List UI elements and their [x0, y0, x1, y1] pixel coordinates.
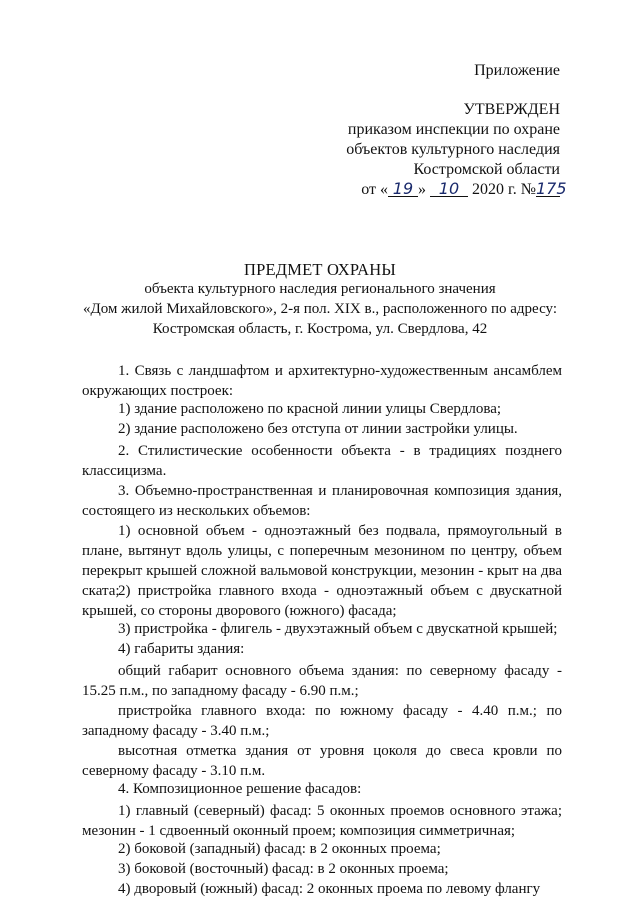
order-line-2: объектов культурного наследия	[346, 141, 560, 158]
order-line-3: Костромской области	[413, 161, 560, 178]
section-3-item-1: 1) основной объем - одноэтажный без подвала, прямоугольный в плане, вытянут вдоль улицы, с поперечным мезонином по центру, объем перекрыт крышей сложной вальмовой конструкции, мезонин - крыт на два ската;	[82, 523, 562, 599]
title-line-1: объекта культурного наследия регионального значения	[144, 281, 496, 297]
order-date-line	[361, 179, 567, 199]
section-3-item-2: 2) пристройка главного входа - одноэтажный объем с двускатной крышей, со стороны дворового (южного) фасада;	[82, 583, 562, 619]
section-4-item-3: 3) боковой (восточный) фасад: в 2 оконных проема;	[118, 861, 449, 877]
section-1-item-2: 2) здание расположено без отступа от линии застройки улицы.	[118, 421, 518, 437]
section-1-item-1: 1) здание расположено по красной линии улицы Свердлова;	[118, 401, 502, 417]
section-1: 1. Связь с ландшафтом и архитектурно-художественным ансамблем окружающих построек:	[82, 363, 562, 399]
title-line-2: «Дом жилой Михайловского», 2-я пол. XIX в., расположенного по адресу:	[82, 301, 558, 317]
order-number: 175	[536, 179, 567, 198]
section-2: 2. Стилистические особенности объекта - в традициях позднего классицизма.	[82, 443, 562, 479]
date-separator: »	[417, 181, 426, 198]
date-prefix: от «	[361, 181, 388, 198]
title-line-3: Костромская область, г. Кострома, ул. Свердлова, 42	[152, 321, 488, 337]
date-year: 2020 г. №	[471, 181, 536, 198]
order-line-1: приказом инспекции по охране	[347, 121, 560, 138]
section-3-item-4a: общий габарит основного объема здания: по северному фасаду - 15.25 п.м., по западному фасаду - 6.90 п.м.;	[82, 663, 562, 699]
section-3: 3. Объемно-пространственная и планировочная композиция здания, состоящего из нескольких объемов:	[82, 483, 562, 519]
section-4: 4. Композиционное решение фасадов:	[118, 781, 362, 797]
date-day: 19	[388, 181, 418, 197]
section-4-item-2: 2) боковой (западный) фасад: в 2 оконных проема;	[118, 841, 441, 857]
section-3-item-4: 4) габариты здания:	[118, 641, 245, 657]
section-3-item-4b: пристройка главного входа: по южному фасаду - 4.40 п.м.; по западному фасаду - 3.40 п.м.;	[82, 703, 562, 739]
section-3-item-4c: высотная отметка здания от уровня цоколя до свеса кровли по северному фасаду - 3.10 п.м.	[82, 743, 562, 779]
approved-label: УТВЕРЖДЕН	[463, 101, 560, 118]
document-title: ПРЕДМЕТ ОХРАНЫ	[243, 260, 396, 279]
section-4-item-1: 1) главный (северный) фасад: 5 оконных проемов основного этажа; мезонин - 1 сдвоенный оконный проем; композиция симметричная;	[82, 803, 562, 839]
section-4-item-4: 4) дворовый (южный) фасад: 2 оконных проема по левому флангу	[118, 881, 541, 897]
date-month: 10	[430, 181, 468, 197]
attachment-label: Приложение	[474, 62, 560, 79]
section-3-item-3: 3) пристройка - флигель - двухэтажный объем с двускатной крышей;	[118, 621, 558, 637]
